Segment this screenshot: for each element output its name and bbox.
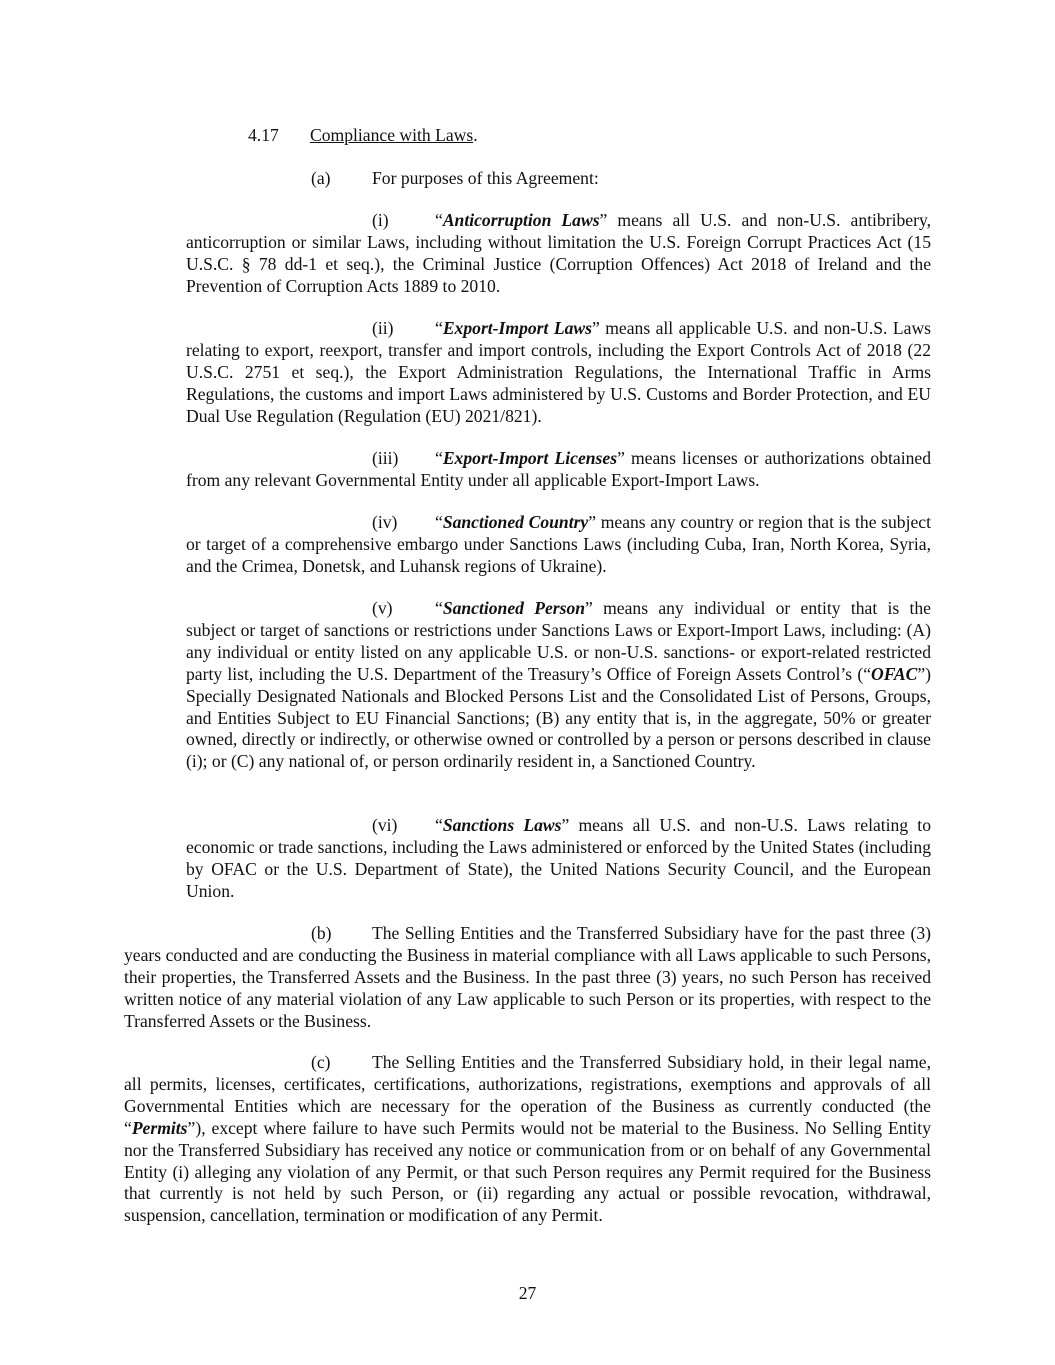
defined-term: Export-Import Licenses (442, 448, 618, 468)
definition-text: ” means any individual or entity that is the subject or target of sanctions or restrictions under Sanctions Laws or Export-Import Laws, including: (A) any individual or entity listed on any applicable U.S. or non-U.S. sanctions- or export-related restricted party list, including the U.S. Department of the Treasury’s Office of Foreign Assets Control’s (“ (186, 598, 931, 684)
section-number: 4.17 (248, 125, 279, 145)
open-quote: “ (435, 210, 443, 230)
open-quote: “ (435, 512, 443, 532)
paragraph-c-text: The Selling Entities and the Transferred Subsidiary hold, in their legal name, all permits, licenses, certificates, certifications, authorizations, registrations, exemptions and approvals of all Governmental Entities which are necessary for the operation of the Business as currently conducted (the “ (124, 1052, 931, 1138)
defined-term-ofac: OFAC (871, 663, 918, 684)
defined-term: Sanctions Laws (442, 815, 562, 835)
section-heading (248, 125, 478, 147)
subsection-a-label: (a) (311, 168, 331, 188)
paragraph-c (124, 1052, 931, 1227)
paragraph-c-label: (c) (311, 1052, 331, 1072)
definition-label: (i) (372, 210, 389, 230)
defined-term-permits: Permits (131, 1117, 188, 1138)
definition-label: (vi) (372, 815, 398, 835)
open-quote: “ (435, 318, 443, 338)
definition-text: ” means all U.S. and non-U.S. Laws relating to economic or trade sanctions, including the Laws administered or enforced by the United States (including by OFAC or the U.S. Department of State), the United Nations Security Council, and the European Union. (186, 815, 931, 901)
definition-text: ” means all applicable U.S. and non-U.S. Laws relating to export, reexport, transfer and import controls, including the Export Controls Act of 2018 (22 U.S.C. 2751 et seq.), the Export Administration Regulations, the International Traffic in Arms Regulations, the customs and import Laws administered by U.S. Customs and Border Protection, and EU Dual Use Regulation (Regulation (EU) 2021/821). (186, 318, 931, 426)
defined-term: Export-Import Laws (442, 318, 592, 338)
section-title: Compliance with Laws (310, 125, 474, 145)
definition-text: ” means any country or region that is the subject or target of a comprehensive embargo under Sanctions Laws (including Cuba, Iran, North Korea, Syria, and the Crimea, Donetsk, and Luhansk regions of Ukraine). (186, 512, 931, 576)
definition-export-import-laws (186, 318, 931, 428)
paragraph-b-text: The Selling Entities and the Transferred Subsidiary have for the past three (3) years conducted and are conducting the Business in material compliance with all Laws applicable to such Persons, their properties, the Transferred Assets and the Business. In the past three (3) years, no such Person has received written notice of any material violation of any Law applicable to such Person or its properties, with respect to the Transferred Assets or the Business. (124, 923, 931, 1031)
definition-label: (ii) (372, 318, 394, 338)
open-quote: “ (435, 815, 443, 835)
open-quote: “ (435, 598, 443, 618)
paragraph-b-label: (b) (311, 923, 332, 943)
definition-sanctions-laws (186, 815, 931, 903)
page-number: 27 (518, 1283, 537, 1303)
definition-label: (iii) (372, 448, 399, 468)
definition-text: ” means all U.S. and non-U.S. antibribery, anticorruption or similar Laws, including without limitation the U.S. Foreign Corrupt Practices Act (15 U.S.C. § 78 dd-1 et seq.), the Criminal Justice (Corruption Offences) Act 2018 of Ireland and the Prevention of Corruption Acts 1889 to 2010. (186, 210, 931, 296)
definition-export-import-licenses (186, 448, 931, 492)
definition-text-continued: ”) Specially Designated Nationals and Blocked Persons List and the Consolidated List of Persons, Groups, and Entities Subject to EU Financial Sanctions; (B) any entity that is, in the aggregate, 50% or greater owned, directly or indirectly, or otherwise owned or controlled by a person or persons described in clause (i); or (C) any national of, or person ordinarily resident in, a Sanctioned Country. (186, 663, 931, 772)
defined-term: Sanctioned Person (442, 598, 586, 618)
definition-text: ” means licenses or authorizations obtained from any relevant Governmental Entity under all applicable Export-Import Laws. (186, 448, 931, 490)
definition-anticorruption-laws (186, 210, 931, 298)
paragraph-b (124, 923, 931, 1033)
subsection-a (311, 168, 599, 190)
defined-term: Anticorruption Laws (442, 210, 600, 230)
defined-term: Sanctioned Country (442, 512, 589, 532)
definition-label: (v) (372, 598, 393, 618)
definition-label: (iv) (372, 512, 398, 532)
subsection-a-text: For purposes of this Agreement: (372, 168, 599, 188)
definition-sanctioned-country (186, 512, 931, 578)
open-quote: “ (435, 448, 443, 468)
definition-sanctioned-person (186, 598, 931, 773)
section-title-period: . (473, 125, 478, 145)
paragraph-c-text-continued: ”), except where failure to have such Permits would not be material to the Business. No Selling Entity nor the Transferred Subsidiary has received any notice or communication from or on behalf of any Governmental Entity (i) alleging any violation of any Permit, or that such Person requires any Permit required for the Business that currently is not held by such Person, or (ii) regarding any actual or possible revocation, withdrawal, suspension, cancellation, termination or modification of any Permit. (124, 1117, 931, 1226)
